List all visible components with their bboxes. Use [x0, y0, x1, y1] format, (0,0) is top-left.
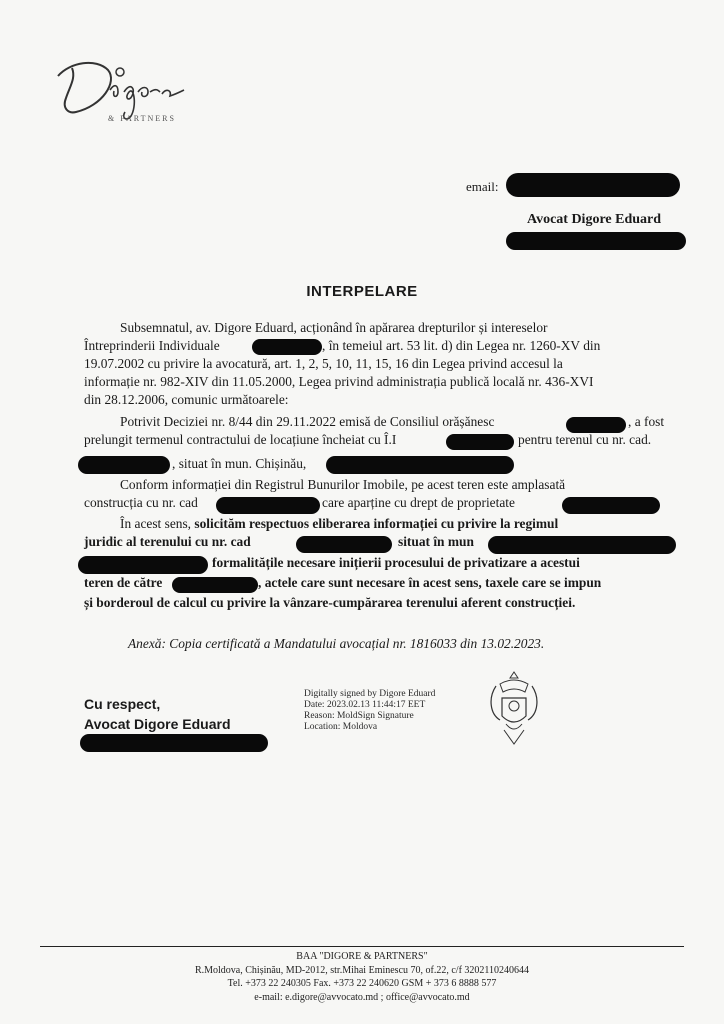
footer-phones: Tel. +373 22 240305 Fax. +373 22 240620 GSM + 373 6 8888 577 [227, 978, 497, 989]
redaction-email [506, 173, 680, 197]
redaction-land-line3 [78, 556, 208, 574]
body-line: , a fost [628, 414, 665, 429]
body-line: Conform informației din Registrul Bunurilor Imobile, pe acest teren este amplasată [120, 477, 566, 492]
body-line: teren de către [84, 575, 163, 590]
regards-text: Cu respect, [84, 696, 161, 712]
digital-signature-info: Digitally signed by Digore Eduard Date: 2023.02.13 11:44:17 EET Reason: MoldSign Signature Location: Moldova [304, 689, 436, 732]
body-line: prelungit termenul contractului de locațiune încheiat cu Î.I [84, 432, 397, 447]
footer-divider [40, 946, 684, 947]
redaction-land-cad [296, 536, 392, 553]
redaction-land-address [488, 536, 676, 554]
body-line: , situat în mun. Chișinău, [172, 456, 307, 471]
redaction-cad-number [78, 456, 170, 474]
body-line: Potrivit Deciziei nr. 8/44 din 29.11.2022 emisă de Consiliul orășănesc [120, 414, 495, 429]
body-line: din 28.12.2006, comunic următoarele: [84, 392, 289, 407]
redaction-buyer [172, 577, 258, 593]
body-line: , actele care sunt necesare în acest sens, taxele care se impun [258, 575, 602, 590]
redaction-construction-cad [216, 497, 320, 514]
header-lawyer-name: Avocat Digore Eduard [527, 212, 662, 227]
body-line: informație nr. 982-XIV din 11.05.2000, Legea privind administrația publică locală nr. 436-XVI [84, 374, 594, 389]
footer-address: R.Moldova, Chișinău, MD-2012, str.Mihai Eminescu 70, of.22, c/f 3202110240644 [194, 964, 530, 976]
document-title: INTERPELARE [306, 283, 418, 300]
body-line: Întreprinderii Individuale [84, 338, 220, 353]
footer-firm-name: BAA "DIGORE & PARTNERS" [296, 951, 428, 962]
body-line: formalitățile necesare inițierii procesului de privatizare a acestui [212, 555, 580, 570]
body-line: , în temeiul art. 53 lit. d) din Legea nr. 1260-XV din [322, 338, 601, 353]
footer-emails: e-mail: e.digore@avvocato.md ; office@avvocato.md [254, 991, 470, 1003]
body-line: construcția cu nr. cad [84, 495, 198, 510]
body-line: 19.07.2002 cu privire la avocatură, art. 1, 2, 5, 10, 11, 15, 16 din Legea privind accesul la [84, 356, 563, 371]
logo-subtitle: & PARTNERS [108, 114, 176, 123]
redaction-header-address [506, 232, 686, 250]
email-label: email: [466, 179, 499, 194]
signer-name: Avocat Digore Eduard [84, 716, 231, 732]
coat-of-arms-icon [484, 668, 544, 754]
annex-note: Anexă: Copia certificată a Mandatului avocațial nr. 1816033 din 13.02.2023. [128, 636, 545, 651]
redaction-tenant [446, 434, 514, 450]
body-line: Subsemnatul, av. Digore Eduard, acționând în apărarea drepturilor și intereselor [120, 320, 548, 335]
body-line: care aparține cu drept de proprietate [322, 495, 515, 510]
body-line: În acest sens, solicităm respectuos eliberarea informației cu privire la regimul [120, 516, 559, 531]
footer [0, 950, 724, 1004]
redaction-signature [80, 734, 268, 752]
redaction-owner [562, 497, 660, 514]
body-line: situat în mun [398, 534, 474, 549]
body-line: juridic al terenului cu nr. cad [84, 534, 251, 549]
redaction-entity [252, 339, 322, 355]
body-line: pentru terenul cu nr. cad. [518, 432, 652, 447]
body-line: și borderoul de calcul cu privire la vânzare-cumpărarea terenului aferent construcției. [84, 595, 576, 610]
redaction-address [326, 456, 514, 474]
signature-block [84, 694, 231, 734]
